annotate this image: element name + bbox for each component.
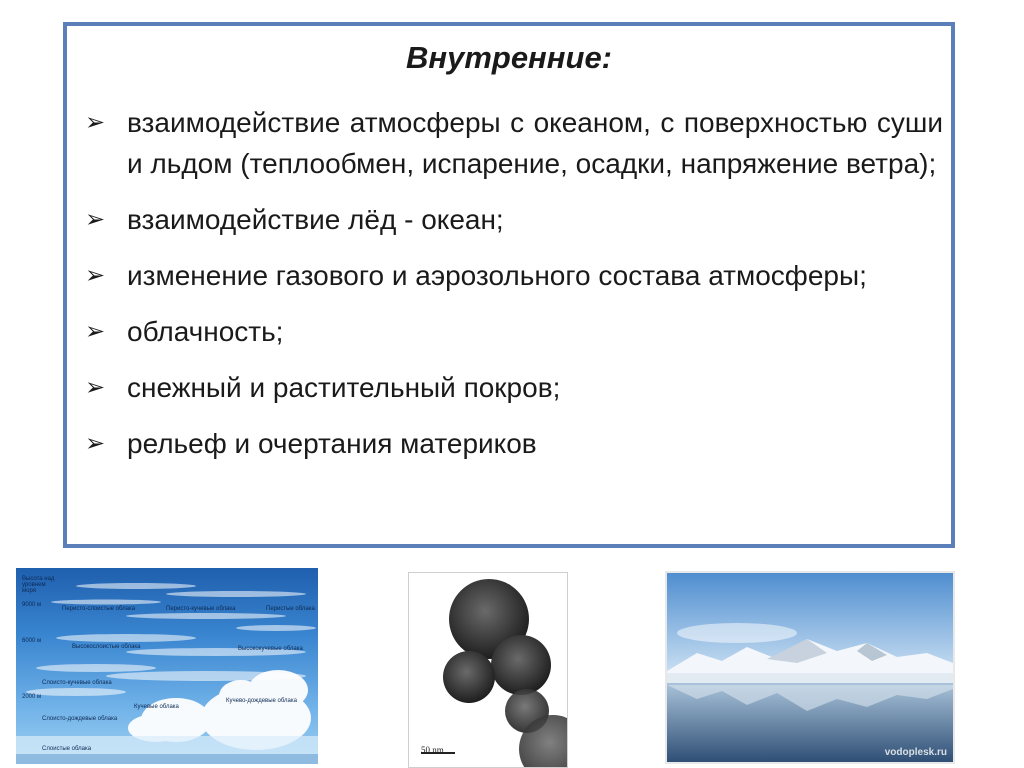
cloud-type-label: Перисто-слоистые облака: [62, 606, 136, 612]
cloud-types-image: [16, 568, 318, 764]
ice-ocean-photo: [665, 571, 955, 764]
cloud-illustration: [16, 568, 318, 764]
bullet-item: [85, 311, 943, 352]
cloud-type-label: Высокослоистые облака: [72, 644, 141, 650]
bullet-item: [85, 423, 943, 464]
arrow-bullet-icon: ➢: [85, 262, 106, 289]
aerosol-micrograph-image: [408, 572, 568, 768]
bullet-text: рельеф и очертания материков: [127, 428, 537, 459]
bullet-text: изменение газового и аэрозольного состава атмосферы;: [127, 260, 867, 291]
altitude-label: 6000 м: [22, 638, 42, 644]
bullet-item: [85, 367, 943, 408]
altitude-axis-label: Высота над уровнем моря: [22, 576, 55, 594]
content-frame: [63, 22, 955, 548]
arctic-landscape-illustration: [667, 573, 953, 762]
particles-illustration: [409, 573, 568, 768]
watermark-label: vodoplesk.ru: [884, 747, 947, 758]
scale-bar-label: 50 nm: [421, 745, 444, 755]
cloud-type-label: Кучево-дождевые облака: [226, 698, 297, 704]
arrow-bullet-icon: ➢: [85, 109, 106, 136]
bullet-item: [85, 199, 943, 240]
bullet-text: облачность;: [127, 316, 284, 347]
cloud-type-label: Высококучевые облака: [238, 646, 303, 652]
bullet-text: снежный и растительный покров;: [127, 372, 561, 403]
cloud-type-label: Слоисто-дождевые облака: [42, 716, 118, 722]
bullet-list: [85, 102, 943, 479]
bullet-item: [85, 255, 943, 296]
slide-title: Внутренние:: [405, 40, 613, 75]
cloud-type-label: Слоистые облака: [42, 746, 92, 752]
arrow-bullet-icon: ➢: [85, 374, 106, 401]
cloud-type-label: Перистые облака: [266, 606, 315, 612]
cloud-type-label: Перисто-кучевые облака: [166, 606, 236, 612]
arrow-bullet-icon: ➢: [85, 430, 106, 457]
altitude-label: 9000 м: [22, 602, 42, 608]
altitude-label: 2000 м: [22, 694, 42, 700]
arrow-bullet-icon: ➢: [85, 206, 106, 233]
bullet-text: взаимодействие атмосферы с океаном, с поверхностью суши и льдом (теплообмен, испарение, осадки, напряжение ветра);: [127, 107, 943, 179]
bullet-text: взаимодействие лёд - океан;: [127, 204, 504, 235]
cloud-type-label: Кучевые облака: [134, 704, 179, 710]
cloud-type-label: Слоисто-кучевые облака: [42, 680, 112, 686]
bullet-item: [85, 102, 943, 184]
arrow-bullet-icon: ➢: [85, 318, 106, 345]
